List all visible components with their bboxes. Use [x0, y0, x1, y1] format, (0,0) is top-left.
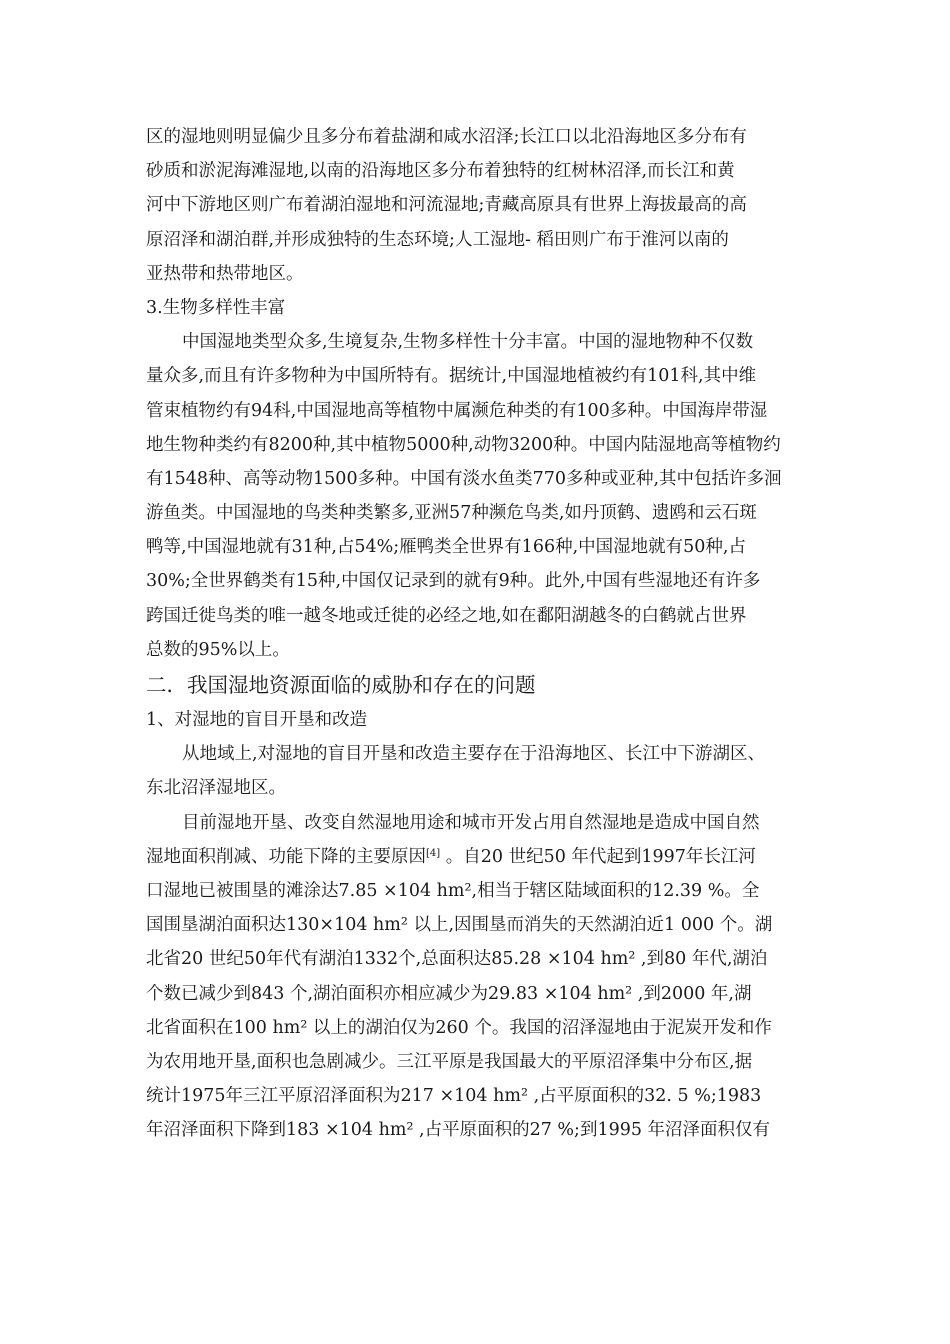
subsection-heading-reclamation: 1、对湿地的盲目开垦和改造 — [146, 710, 368, 730]
text-line: 年沼泽面积下降到183 ×104 hm² ,占平原面积的27 %;到1995 年沼泽面积仅有 — [146, 1120, 771, 1141]
text-line: 总数的95%以上。 — [146, 639, 290, 660]
text-line: 鸭等,中国湿地就有31种,占54%;雁鸭类全世界有166种,中国湿地就有50种,占 — [146, 537, 746, 558]
paragraph-biodiversity — [146, 325, 814, 667]
text-line: 有1548种、高等动物1500多种。中国有淡水鱼类770多种或亚种,其中包括许多洄 — [146, 468, 782, 489]
text-line: 国围垦湖泊面积达130×104 hm² 以上,因围垦而消失的天然湖泊近1 000 个。湖 — [146, 915, 773, 936]
text-line: 统计1975年三江平原沼泽面积为217 ×104 hm² ,占平原面积的32. 5 %;1983 — [146, 1086, 762, 1107]
text-line: 目前湿地开垦、改变自然湿地用途和城市开发占用自然湿地是造成中国自然 — [182, 812, 760, 833]
chapter-heading-threats: 二．我国湿地资源面临的威胁和存在的问题 — [146, 673, 536, 697]
text-line: 中国湿地类型众多,生境复杂,生物多样性十分丰富。中国的湿地物种不仅数 — [182, 332, 754, 353]
citation-ref: [4] — [426, 847, 441, 859]
text-segment: 。自20 世纪50 年代起到1997年长江河 — [440, 846, 756, 867]
text-line: 地生物种类约有8200种,其中植物5000种,动物3200种。中国内陆湿地高等植物约 — [146, 434, 781, 455]
text-line: 个数已减少到843 个,湖泊面积亦相应减少为29.83 ×104 hm² ,到2000 年,湖 — [146, 983, 752, 1004]
text-line: 管束植物约有94科,中国湿地高等植物中属濒危种类的有100多种。中国海岸带湿 — [146, 400, 768, 421]
document-body — [146, 120, 814, 1147]
section-heading-biodiversity: 3.生物多样性丰富 — [146, 297, 286, 318]
text-line: 从地域上,对湿地的盲目开垦和改造主要存在于沿海地区、长江中下游湖区、 — [182, 744, 766, 765]
text-line: 跨国迁徙鸟类的唯一越冬地或迁徙的必经之地,如在鄱阳湖越冬的白鹤就占世界 — [146, 605, 747, 626]
text-segment: 湿地面积削减、功能下降的主要原因 — [146, 846, 426, 867]
text-line: 河中下游地区则广布着湖泊湿地和河流湿地;青藏高原具有世界上海拔最高的高 — [146, 195, 747, 216]
text-line: 北省面积在100 hm² 以上的湖泊仅为260 个。我国的沼泽湿地由于泥炭开发和作 — [146, 1017, 772, 1038]
text-line: 量众多,而且有许多物种为中国所特有。据统计,中国湿地植被约有101科,其中维 — [146, 366, 757, 387]
text-line-with-citation — [146, 840, 814, 874]
paragraph-intro — [146, 120, 814, 291]
paragraph-statistics — [146, 806, 814, 1148]
text-line: 口湿地已被围垦的滩涂达7.85 ×104 hm²,相当于辖区陆域面积的12.39 %。全 — [146, 880, 760, 901]
text-line: 北省20 世纪50年代有湖泊1332个,总面积达85.28 ×104 hm² ,到80 年代,湖泊 — [146, 949, 768, 970]
text-line: 原沼泽和湖泊群,并形成独特的生态环境;人工湿地- 稻田则广布于淮河以南的 — [146, 229, 729, 250]
text-line: 亚热带和热带地区。 — [146, 263, 304, 284]
text-line: 游鱼类。中国湿地的鸟类种类繁多,亚洲57种濒危鸟类,如丹顶鹤、遗鸥和云石斑 — [146, 503, 757, 524]
text-line: 30%;全世界鹤类有15种,中国仅记录到的就有9种。此外,中国有些湿地还有许多 — [146, 571, 761, 592]
paragraph-region — [146, 737, 814, 805]
text-line: 为农用地开垦,面积也急剧减少。三江平原是我国最大的平原沼泽集中分布区,据 — [146, 1051, 753, 1072]
text-line: 区的湿地则明显偏少且多分布着盐湖和咸水沼泽;长江口以北沿海地区多分布有 — [146, 127, 747, 147]
text-line: 东北沼泽湿地区。 — [146, 778, 286, 799]
text-line: 砂质和淤泥海滩湿地,以南的沿海地区多分布着独特的红树林沼泽,而长江和黄 — [146, 161, 735, 182]
